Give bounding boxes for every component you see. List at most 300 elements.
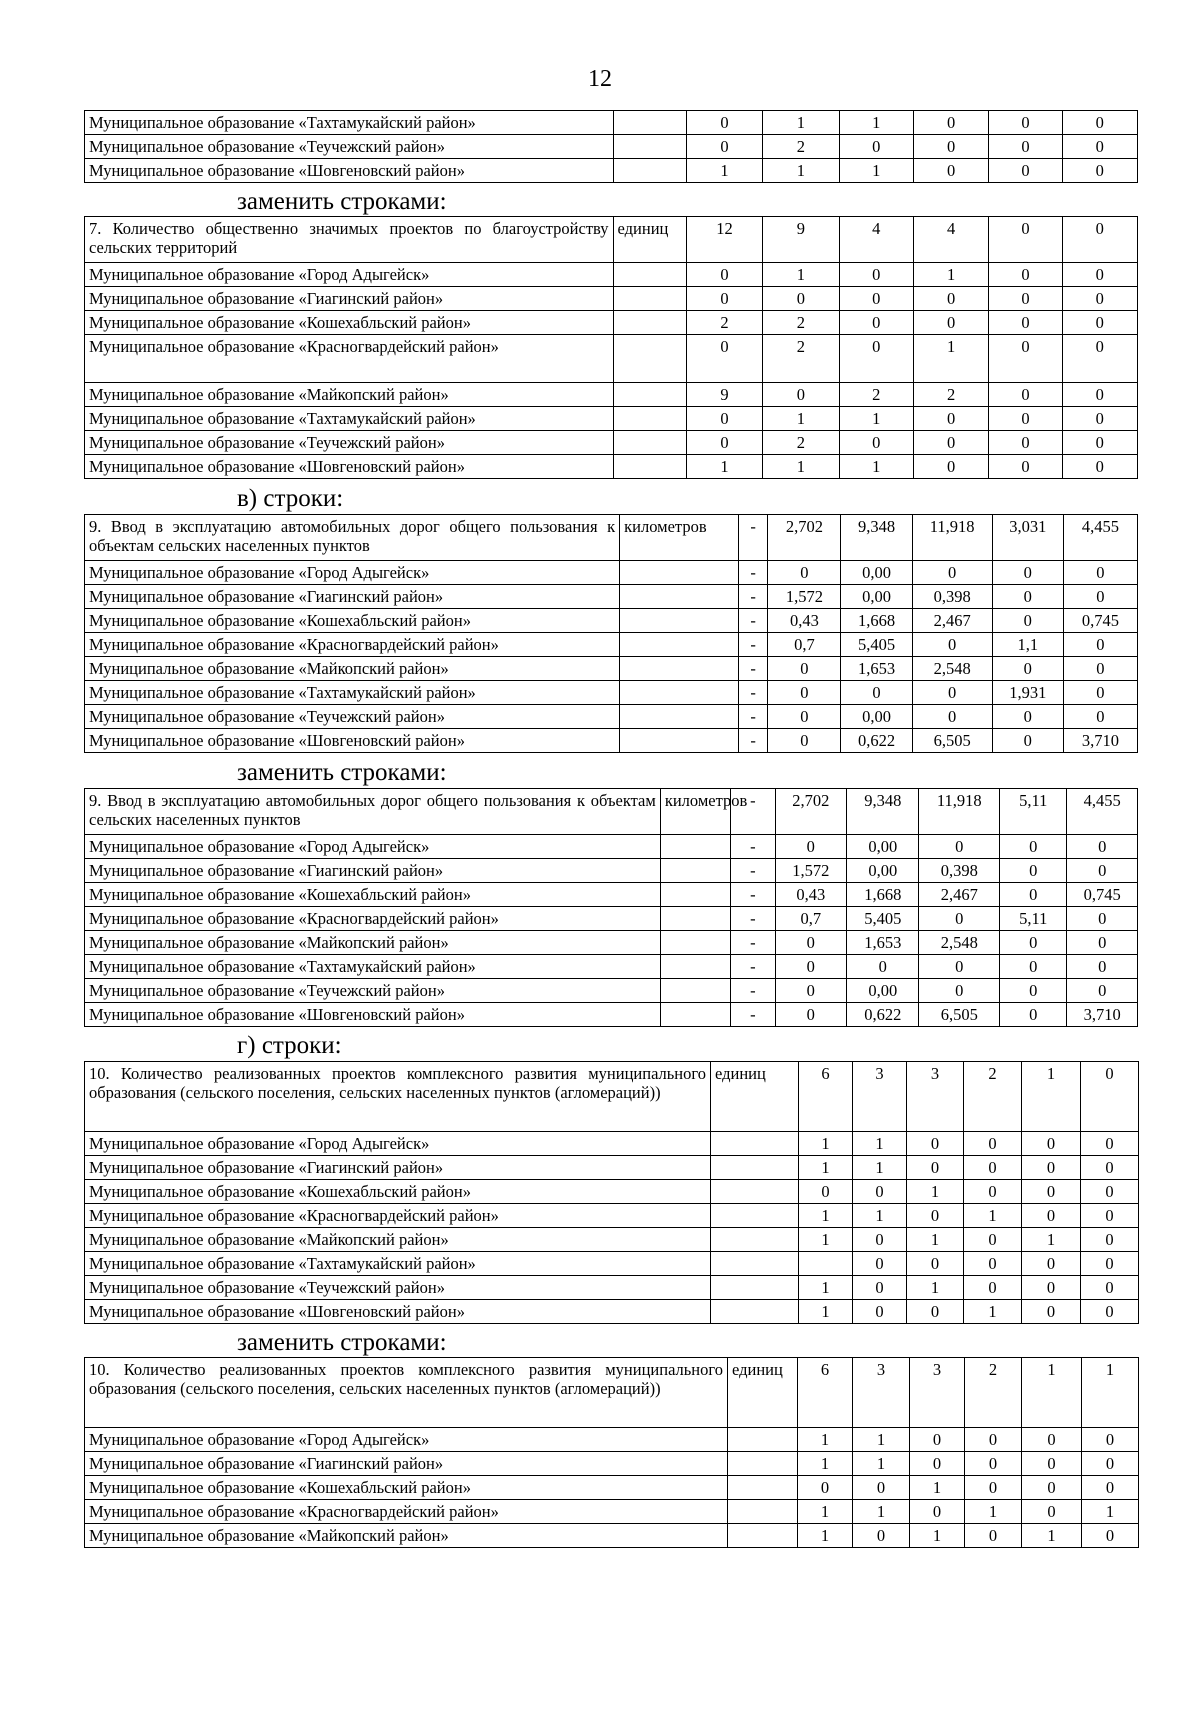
value-cell: 0	[1062, 287, 1137, 311]
value-cell: 0,43	[768, 609, 841, 633]
value-cell: 1,572	[775, 859, 846, 883]
municipality-name: Муниципальное образование «Красногвардейский район»	[85, 335, 614, 383]
unit-cell	[660, 859, 730, 883]
value-cell: 0	[989, 335, 1062, 383]
value-cell: 3,710	[1063, 729, 1137, 753]
value-cell: 0	[912, 705, 992, 729]
value-cell: -	[738, 657, 767, 681]
value-cell: -	[738, 561, 767, 585]
value-cell: 1	[910, 1476, 965, 1500]
value-cell: 1,653	[841, 657, 912, 681]
value-cell: 1	[1022, 1358, 1082, 1428]
value-cell: 0	[1063, 585, 1137, 609]
value-cell: 1	[964, 1204, 1022, 1228]
value-cell: 2,548	[919, 931, 1000, 955]
unit-cell	[620, 609, 739, 633]
value-cell: 9,348	[841, 515, 912, 561]
value-cell: 11,918	[912, 515, 992, 561]
indicator-table	[84, 1061, 1139, 1324]
municipality-name: Муниципальное образование «Тахтамукайский район»	[85, 681, 620, 705]
value-cell: 0	[910, 1500, 965, 1524]
value-cell: 0	[839, 311, 913, 335]
indicator-header-row	[85, 217, 1138, 263]
value-cell: 0	[1081, 1228, 1139, 1252]
unit-cell	[660, 931, 730, 955]
table-row	[85, 135, 1138, 159]
value-cell: 1	[839, 455, 913, 479]
value-cell: 0	[1022, 1156, 1081, 1180]
value-cell: 1	[907, 1276, 964, 1300]
value-cell: 1	[799, 1132, 853, 1156]
value-cell: 0	[1062, 383, 1137, 407]
unit-cell	[660, 979, 730, 1003]
municipality-name: Муниципальное образование «Гиагинский район»	[85, 1452, 728, 1476]
value-cell: -	[731, 883, 775, 907]
value-cell: 6,505	[919, 1003, 1000, 1027]
value-cell: 0	[913, 431, 988, 455]
municipality-name: Муниципальное образование «Тахтамукайский район»	[85, 111, 614, 135]
table-row	[85, 633, 1138, 657]
unit-cell	[728, 1428, 798, 1452]
municipality-name: Муниципальное образование «Теучежский район»	[85, 1276, 711, 1300]
unit-cell	[613, 455, 686, 479]
value-cell: 0	[965, 1452, 1022, 1476]
unit-cell	[620, 681, 739, 705]
value-cell: 0	[775, 1003, 846, 1027]
table-row	[85, 561, 1138, 585]
value-cell: 0	[913, 455, 988, 479]
unit-cell	[613, 431, 686, 455]
unit-cell	[613, 383, 686, 407]
value-cell: 0	[964, 1180, 1022, 1204]
value-cell: 3	[853, 1062, 907, 1132]
municipality-name: Муниципальное образование «Кошехабльский район»	[85, 883, 661, 907]
unit-cell	[711, 1156, 799, 1180]
section-label: заменить строками:	[237, 188, 447, 215]
municipality-name: Муниципальное образование «Красногвардейский район»	[85, 907, 661, 931]
value-cell: 2,467	[912, 609, 992, 633]
value-cell: -	[738, 609, 767, 633]
value-cell: 1	[853, 1204, 907, 1228]
unit-cell	[660, 955, 730, 979]
unit-cell	[711, 1132, 799, 1156]
unit-cell	[660, 835, 730, 859]
table-row	[85, 311, 1138, 335]
value-cell: 1	[910, 1524, 965, 1548]
value-cell: 0	[853, 1252, 907, 1276]
value-cell: 0	[841, 681, 912, 705]
value-cell: 0	[775, 931, 846, 955]
unit-cell	[620, 705, 739, 729]
value-cell: 1	[1022, 1062, 1081, 1132]
indicator-table	[84, 788, 1138, 1027]
value-cell: 12	[686, 217, 762, 263]
page-number: 12	[588, 66, 612, 92]
table-row	[85, 1300, 1139, 1324]
unit-cell	[613, 287, 686, 311]
indicator-table	[84, 110, 1138, 183]
value-cell: 0,398	[919, 859, 1000, 883]
value-cell: 0	[989, 407, 1062, 431]
section-label: заменить строками:	[237, 1329, 447, 1356]
municipality-name: Муниципальное образование «Кошехабльский район»	[85, 609, 620, 633]
value-cell: 0	[989, 311, 1062, 335]
value-cell: 0	[1067, 859, 1138, 883]
value-cell: 1	[798, 1452, 853, 1476]
value-cell: 1	[799, 1228, 853, 1252]
value-cell: 0	[1062, 135, 1137, 159]
municipality-name: Муниципальное образование «Теучежский район»	[85, 135, 614, 159]
value-cell: 0	[1000, 931, 1067, 955]
value-cell: -	[738, 633, 767, 657]
value-cell: 1	[1082, 1500, 1139, 1524]
value-cell: 0	[839, 263, 913, 287]
value-cell: 0	[964, 1156, 1022, 1180]
value-cell: 1	[798, 1524, 853, 1548]
municipality-name: Муниципальное образование «Шовгеновский район»	[85, 1300, 711, 1324]
municipality-name: Муниципальное образование «Кошехабльский район»	[85, 1180, 711, 1204]
value-cell: 0	[686, 111, 762, 135]
section-label: в) строки:	[237, 485, 344, 512]
value-cell: -	[731, 789, 775, 835]
value-cell: 0	[919, 835, 1000, 859]
value-cell: 0	[1062, 311, 1137, 335]
value-cell: 0	[839, 287, 913, 311]
value-cell: 2	[839, 383, 913, 407]
municipality-name: Муниципальное образование «Город Адыгейск»	[85, 561, 620, 585]
value-cell: 0	[1082, 1428, 1139, 1452]
municipality-name: Муниципальное образование «Красногвардейский район»	[85, 1500, 728, 1524]
value-cell: 0	[965, 1428, 1022, 1452]
value-cell: 0	[1062, 263, 1137, 287]
value-cell: 0	[965, 1524, 1022, 1548]
table-row	[85, 1228, 1139, 1252]
value-cell: 0,7	[775, 907, 846, 931]
value-cell: 0	[1067, 979, 1138, 1003]
value-cell: 2	[763, 135, 839, 159]
value-cell: 3	[853, 1358, 910, 1428]
table-row	[85, 859, 1138, 883]
value-cell: 1,931	[992, 681, 1063, 705]
value-cell: -	[738, 729, 767, 753]
value-cell: 1	[763, 263, 839, 287]
value-cell: 0,745	[1067, 883, 1138, 907]
value-cell: 9	[763, 217, 839, 263]
table-row	[85, 263, 1138, 287]
value-cell: 0	[853, 1180, 907, 1204]
value-cell: 0	[1067, 955, 1138, 979]
value-cell: 1	[763, 159, 839, 183]
value-cell: 0	[989, 431, 1062, 455]
value-cell: 11,918	[919, 789, 1000, 835]
unit-cell	[620, 585, 739, 609]
value-cell: 4,455	[1063, 515, 1137, 561]
unit-cell	[613, 135, 686, 159]
municipality-name: Муниципальное образование «Шовгеновский район»	[85, 159, 614, 183]
value-cell: 0,43	[775, 883, 846, 907]
table-row	[85, 835, 1138, 859]
municipality-name: Муниципальное образование «Тахтамукайский район»	[85, 1252, 711, 1276]
value-cell	[799, 1252, 853, 1276]
table-row	[85, 431, 1138, 455]
value-cell: 0	[1022, 1452, 1082, 1476]
value-cell: 0	[1000, 859, 1067, 883]
value-cell: 1,572	[768, 585, 841, 609]
value-cell: 1	[799, 1300, 853, 1324]
value-cell: 1	[853, 1452, 910, 1476]
indicator-name: 9. Ввод в эксплуатацию автомобильных дорог общего пользования к объектам сельских населенных пунктов	[85, 789, 661, 835]
indicator-header-row	[85, 789, 1138, 835]
value-cell: 0	[799, 1180, 853, 1204]
table-row	[85, 1180, 1139, 1204]
value-cell: 3	[907, 1062, 964, 1132]
section-label: заменить строками:	[237, 759, 447, 786]
value-cell: 0	[912, 561, 992, 585]
indicator-name: 9. Ввод в эксплуатацию автомобильных дорог общего пользования к объектам сельских населенных пунктов	[85, 515, 620, 561]
municipality-name: Муниципальное образование «Город Адыгейск»	[85, 835, 661, 859]
value-cell: 0	[989, 383, 1062, 407]
value-cell: 0	[919, 907, 1000, 931]
value-cell: 0	[1000, 979, 1067, 1003]
value-cell: 1	[853, 1500, 910, 1524]
municipality-name: Муниципальное образование «Тахтамукайский район»	[85, 955, 661, 979]
value-cell: -	[731, 931, 775, 955]
unit-cell	[613, 263, 686, 287]
value-cell: 2	[965, 1358, 1022, 1428]
value-cell: 0	[919, 955, 1000, 979]
value-cell: 1	[1082, 1358, 1139, 1428]
indicator-name: 10. Количество реализованных проектов комплексного развития муниципального образования (сельского поселения, сельских населенных пунктов (агломераций))	[85, 1062, 711, 1132]
municipality-name: Муниципальное образование «Теучежский район»	[85, 979, 661, 1003]
municipality-name: Муниципальное образование «Майкопский район»	[85, 1228, 711, 1252]
municipality-name: Муниципальное образование «Город Адыгейск»	[85, 263, 614, 287]
value-cell: 0	[989, 263, 1062, 287]
value-cell: 2,467	[919, 883, 1000, 907]
value-cell: 4	[913, 217, 988, 263]
value-cell: 0	[847, 955, 919, 979]
value-cell: 0	[992, 585, 1063, 609]
unit-cell	[613, 311, 686, 335]
value-cell: 1	[965, 1500, 1022, 1524]
municipality-name: Муниципальное образование «Гиагинский район»	[85, 1156, 711, 1180]
value-cell: 0	[1067, 931, 1138, 955]
unit-cell	[620, 633, 739, 657]
value-cell: 0	[1022, 1252, 1081, 1276]
municipality-name: Муниципальное образование «Майкопский район»	[85, 1524, 728, 1548]
value-cell: 0	[989, 159, 1062, 183]
value-cell: 0	[1022, 1276, 1081, 1300]
value-cell: 1	[763, 455, 839, 479]
municipality-name: Муниципальное образование «Красногвардейский район»	[85, 633, 620, 657]
value-cell: 1	[799, 1276, 853, 1300]
municipality-name: Муниципальное образование «Майкопский район»	[85, 657, 620, 681]
value-cell: 0,00	[847, 859, 919, 883]
value-cell: 0,00	[841, 585, 912, 609]
value-cell: -	[738, 681, 767, 705]
indicator-table	[84, 514, 1138, 753]
value-cell: 5,11	[1000, 907, 1067, 931]
table-row	[85, 1252, 1139, 1276]
value-cell: 0	[907, 1204, 964, 1228]
value-cell: 6,505	[912, 729, 992, 753]
unit-cell: единиц	[711, 1062, 799, 1132]
table-row	[85, 1156, 1139, 1180]
value-cell: 0	[1081, 1252, 1139, 1276]
unit-cell	[711, 1300, 799, 1324]
value-cell: 0	[768, 729, 841, 753]
unit-cell	[711, 1228, 799, 1252]
table-row	[85, 1524, 1139, 1548]
value-cell: 0	[1062, 431, 1137, 455]
table-row	[85, 1476, 1139, 1500]
value-cell: 0	[1062, 159, 1137, 183]
value-cell: 0	[919, 979, 1000, 1003]
value-cell: 0,00	[841, 705, 912, 729]
value-cell: 0	[1081, 1180, 1139, 1204]
value-cell: 0	[839, 431, 913, 455]
value-cell: 0	[992, 729, 1063, 753]
municipality-name: Муниципальное образование «Тахтамукайский район»	[85, 407, 614, 431]
value-cell: 2	[686, 311, 762, 335]
municipality-name: Муниципальное образование «Шовгеновский район»	[85, 455, 614, 479]
value-cell: 1	[686, 159, 762, 183]
table-row	[85, 931, 1138, 955]
value-cell: 0	[989, 455, 1062, 479]
value-cell: 0,00	[841, 561, 912, 585]
table-row	[85, 907, 1138, 931]
value-cell: 2,548	[912, 657, 992, 681]
unit-cell	[613, 111, 686, 135]
unit-cell	[711, 1180, 799, 1204]
value-cell: 0	[910, 1452, 965, 1476]
table-row	[85, 383, 1138, 407]
value-cell: 1	[839, 159, 913, 183]
value-cell: 0	[686, 135, 762, 159]
value-cell: 0	[1022, 1132, 1081, 1156]
value-cell: 0	[1063, 681, 1137, 705]
value-cell: 0	[1063, 657, 1137, 681]
value-cell: 6	[798, 1358, 853, 1428]
value-cell: 1,668	[841, 609, 912, 633]
municipality-name: Муниципальное образование «Майкопский район»	[85, 383, 614, 407]
value-cell: 1	[798, 1500, 853, 1524]
value-cell: 0	[798, 1476, 853, 1500]
value-cell: 1	[839, 111, 913, 135]
value-cell: 5,11	[1000, 789, 1067, 835]
value-cell: 1	[1022, 1228, 1081, 1252]
value-cell: 2	[763, 311, 839, 335]
value-cell: 0	[912, 681, 992, 705]
value-cell: 2	[763, 335, 839, 383]
value-cell: 0	[1081, 1156, 1139, 1180]
table-row	[85, 883, 1138, 907]
value-cell: 0	[913, 287, 988, 311]
table-row	[85, 1276, 1139, 1300]
value-cell: 0	[964, 1228, 1022, 1252]
municipality-name: Муниципальное образование «Гиагинский район»	[85, 859, 661, 883]
unit-cell: единиц	[613, 217, 686, 263]
value-cell: 0	[1082, 1452, 1139, 1476]
value-cell: 0	[1022, 1300, 1081, 1324]
value-cell: 0,7	[768, 633, 841, 657]
value-cell: 0	[839, 135, 913, 159]
value-cell: 1	[798, 1428, 853, 1452]
value-cell: 6	[799, 1062, 853, 1132]
value-cell: 0	[1062, 335, 1137, 383]
value-cell: 5,405	[841, 633, 912, 657]
value-cell: 0	[763, 287, 839, 311]
indicator-table	[84, 216, 1138, 479]
unit-cell	[613, 159, 686, 183]
value-cell: 0	[768, 681, 841, 705]
unit-cell	[728, 1500, 798, 1524]
value-cell: 0	[907, 1252, 964, 1276]
value-cell: 0	[989, 111, 1062, 135]
value-cell: 0	[1000, 835, 1067, 859]
value-cell: 2	[763, 431, 839, 455]
value-cell: 0	[1081, 1204, 1139, 1228]
value-cell: 0	[1081, 1132, 1139, 1156]
value-cell: 0	[1081, 1276, 1139, 1300]
value-cell: 0	[1063, 561, 1137, 585]
municipality-name: Муниципальное образование «Гиагинский район»	[85, 287, 614, 311]
value-cell: 1	[853, 1428, 910, 1452]
value-cell: -	[731, 859, 775, 883]
table-row	[85, 1428, 1139, 1452]
municipality-name: Муниципальное образование «Кошехабльский район»	[85, 1476, 728, 1500]
value-cell: 2,702	[768, 515, 841, 561]
value-cell: -	[731, 979, 775, 1003]
value-cell: 1	[853, 1156, 907, 1180]
value-cell: 0	[1022, 1428, 1082, 1452]
value-cell: 0	[686, 263, 762, 287]
value-cell: 0	[763, 383, 839, 407]
value-cell: 0	[1000, 955, 1067, 979]
table-row	[85, 1452, 1139, 1476]
value-cell: 0	[686, 431, 762, 455]
value-cell: 0,745	[1063, 609, 1137, 633]
value-cell: 0	[853, 1300, 907, 1324]
table-row	[85, 681, 1138, 705]
table-row	[85, 455, 1138, 479]
table-row	[85, 955, 1138, 979]
value-cell: -	[731, 907, 775, 931]
indicator-name: 7. Количество общественно значимых проектов по благоустройству сельских территорий	[85, 217, 614, 263]
table-row	[85, 1003, 1138, 1027]
value-cell: 0	[1062, 407, 1137, 431]
table-row	[85, 979, 1138, 1003]
table-row	[85, 729, 1138, 753]
unit-cell	[620, 657, 739, 681]
indicator-header-row	[85, 1062, 1139, 1132]
value-cell: 0	[1063, 705, 1137, 729]
table-row	[85, 1500, 1139, 1524]
unit-cell: километров	[660, 789, 730, 835]
unit-cell	[620, 729, 739, 753]
indicator-name: 10. Количество реализованных проектов комплексного развития муниципального образования (сельского поселения, сельских населенных пунктов (агломераций))	[85, 1358, 728, 1428]
value-cell: -	[738, 705, 767, 729]
value-cell: -	[738, 585, 767, 609]
unit-cell	[711, 1252, 799, 1276]
municipality-name: Муниципальное образование «Теучежский район»	[85, 705, 620, 729]
unit-cell	[660, 907, 730, 931]
table-row	[85, 705, 1138, 729]
value-cell: 0	[1022, 1204, 1081, 1228]
value-cell: 0	[1081, 1062, 1139, 1132]
value-cell: 0	[913, 135, 988, 159]
value-cell: 0	[775, 979, 846, 1003]
value-cell: 0	[907, 1132, 964, 1156]
